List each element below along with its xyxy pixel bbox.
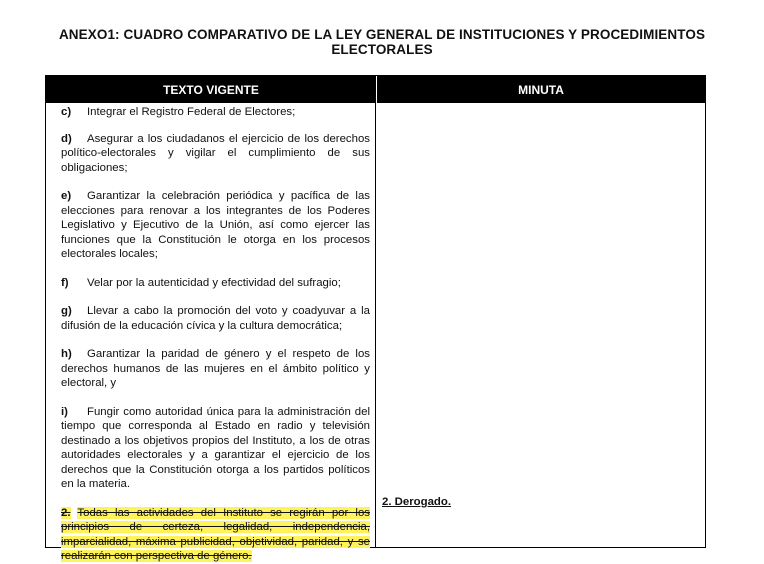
deleted-paragraph-2 xyxy=(61,506,370,564)
paragraph-i xyxy=(61,405,370,492)
document-title-line1: ANEXO1: CUADRO COMPARATIVO DE LA LEY GENERAL DE INSTITUCIONES Y PROCEDIMIENTOS xyxy=(58,27,706,42)
deleted-paragraph-text: Todas las actividades del Instituto se regirán por los principios de certeza, legalidad, independencia, imparcialidad, máxima publicidad, objetividad, paridad, y se realizarán con perspectiva de género. xyxy=(61,506,370,562)
paragraph-text: Garantizar la celebración periódica y pacífica de las elecciones para renovar a los integrantes de los Poderes Legislativo y Ejecutivo de la Unión, así como ejercer las funciones que la Constitución le otorga en los procesos electorales locales; xyxy=(61,190,370,260)
header-minuta: MINUTA xyxy=(518,82,564,97)
paragraph-text: Velar por la autenticidad y efectividad del sufragio; xyxy=(87,276,341,289)
paragraph-letter: h) xyxy=(61,348,72,360)
comparison-table xyxy=(45,75,706,562)
paragraph-letter: d) xyxy=(61,132,72,145)
deleted-paragraph-number: 2. xyxy=(61,506,71,519)
minuta-column xyxy=(376,103,705,547)
document-title xyxy=(0,27,764,57)
paragraph-c xyxy=(61,105,370,120)
minuta-derogado: 2. Derogado. xyxy=(382,496,451,508)
paragraph-g xyxy=(61,304,370,333)
paragraph-letter: e) xyxy=(61,190,72,202)
table-body xyxy=(46,103,705,562)
document-title-line2: ELECTORALES xyxy=(331,42,433,57)
paragraph-text: Llevar a cabo la promoción del voto y coadyuvar a la difusión de la educación cívica y la cultura democrática; xyxy=(61,305,370,332)
paragraph-letter: g) xyxy=(61,305,72,317)
paragraph-text: Fungir como autoridad única para la administración del tiempo que corresponda al Estado en radio y televisión destinado a los objetivos propios del Instituto, a los de otras autoridades electorales y a garantizar el ejercicio de los derechos que la Constitución otorga a los partidos políticos en la materia. xyxy=(61,405,370,490)
texto-vigente-column xyxy=(46,103,376,562)
paragraph-e xyxy=(61,189,370,262)
paragraph-letter: f) xyxy=(61,276,69,289)
paragraph-letter: i) xyxy=(61,405,68,418)
paragraph-h xyxy=(61,347,370,391)
table-header xyxy=(46,76,705,103)
paragraph-text: Integrar el Registro Federal de Electores; xyxy=(87,106,296,118)
paragraph-text: Asegurar a los ciudadanos el ejercicio de los derechos político-electorales y vigilar el cumplimiento de sus obligaciones; xyxy=(61,132,370,174)
paragraph-f xyxy=(61,276,370,291)
header-texto-vigente: TEXTO VIGENTE xyxy=(46,76,377,103)
paragraph-letter: c) xyxy=(61,106,72,118)
paragraph-d xyxy=(61,132,370,176)
paragraph-text: Garantizar la paridad de género y el respeto de los derechos humanos de las mujeres en el ámbito político y electoral, y xyxy=(61,348,370,389)
